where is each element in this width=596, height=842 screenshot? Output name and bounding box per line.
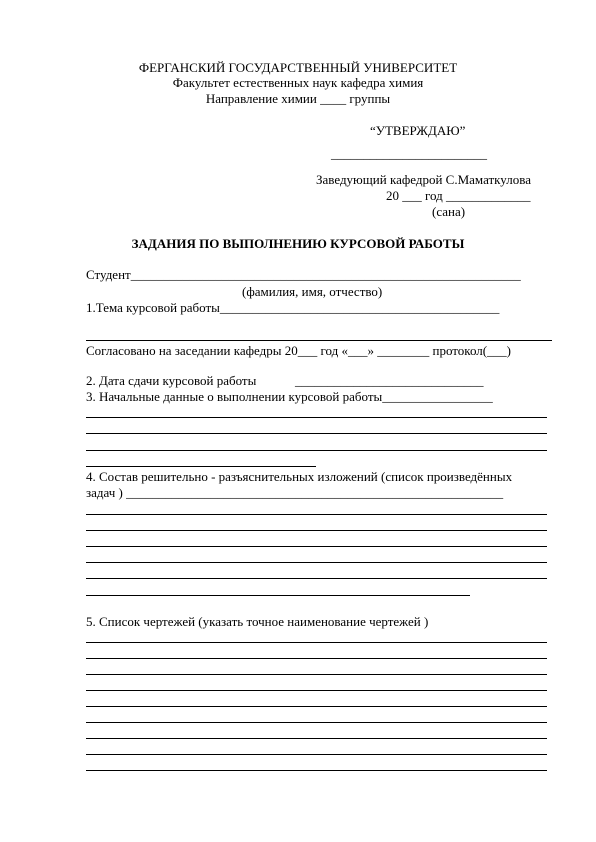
section-4-line — [86, 514, 547, 515]
section-5-line — [86, 706, 547, 707]
university-name: ФЕРГАНСКИЙ ГОСУДАРСТВЕННЫЙ УНИВЕРСИТЕТ — [138, 60, 458, 75]
section-3-line — [86, 433, 547, 434]
section-3-label: 3. Начальные данные о выполнении курсовой работы_________________ — [86, 389, 493, 404]
section-5-line — [86, 658, 547, 659]
section-5-line — [86, 770, 547, 771]
department-agreement: Согласовано на заседании кафедры 20___ год «___» ________ протокол(___) — [86, 343, 511, 358]
section-2-blank: _____________________________ — [295, 373, 484, 388]
section-5-label: 5. Список чертежей (указать точное наименование чертежей ) — [86, 614, 429, 629]
date-hint: (сана) — [432, 204, 466, 219]
approval-year: 20 ___ год _____________ — [386, 188, 531, 203]
section-5-line — [86, 738, 547, 739]
section-5-line — [86, 674, 547, 675]
head-of-department: Заведующий кафедрой С.Маматкулова — [316, 172, 531, 187]
section-3-line — [86, 450, 547, 451]
section-3-line — [86, 466, 316, 467]
section-4-line — [86, 578, 547, 579]
section-5-line — [86, 722, 547, 723]
student-label: Студент____________________________________________________________ — [86, 267, 521, 282]
section-1-topic: 1.Тема курсовой работы___________________________________________ — [86, 300, 500, 315]
topic-underline — [86, 340, 552, 341]
section-4-line — [86, 595, 470, 596]
section-4-label-line-1: 4. Состав решительно - разъяснительных изложений (список произведённых — [86, 469, 513, 484]
section-5-line — [86, 754, 547, 755]
section-4-line — [86, 562, 547, 563]
student-hint: (фамилия, имя, отчество) — [242, 284, 383, 299]
section-3-line — [86, 417, 547, 418]
section-4-line — [86, 530, 547, 531]
section-4-line — [86, 546, 547, 547]
signature-line: ________________________ — [331, 146, 487, 161]
section-4-label-line-2: задач ) __________________________________________________________ — [86, 485, 504, 500]
faculty-line: Факультет естественных наук кафедра химия — [172, 75, 424, 90]
section-5-line — [86, 690, 547, 691]
page-title: ЗАДАНИЯ ПО ВЫПОЛНЕНИЮ КУРСОВОЙ РАБОТЫ — [131, 236, 465, 251]
direction-line: Направление химии ____ группы — [205, 91, 391, 106]
approve-heading: “УТВЕРЖДАЮ” — [370, 123, 466, 138]
section-2-label: 2. Дата сдачи курсовой работы — [86, 373, 257, 388]
section-5-line — [86, 642, 547, 643]
